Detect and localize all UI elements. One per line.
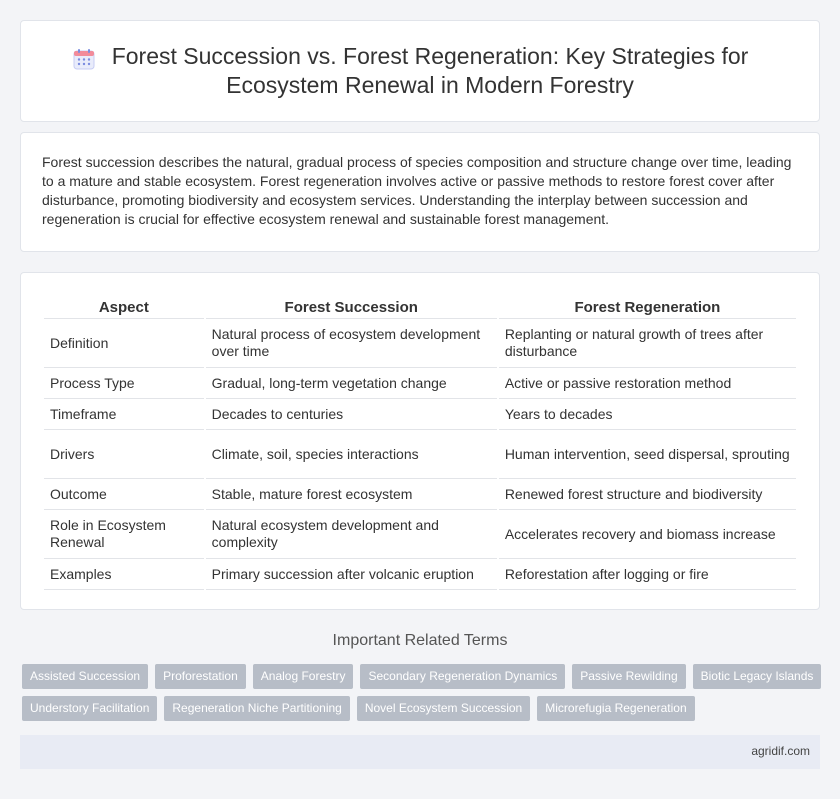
row-succession: Primary succession after volcanic eruption <box>206 559 497 590</box>
tag-row-1 <box>22 664 822 689</box>
row-succession: Gradual, long-term vegetation change <box>206 368 497 399</box>
table-row <box>44 510 796 559</box>
related-terms-tags <box>22 664 822 728</box>
table-row <box>44 368 796 399</box>
intro-paragraph: Forest succession describes the natural, gradual process of species composition and structure change over time, leading to a mature and stable ecosystem. Forest regeneration involves active or passive methods to restore forest cover after disturbance, promoting biodiversity and ecosystem services. Understanding the interplay between succession and regeneration is crucial for effective ecosystem renewal and sustainable forest management. <box>42 154 792 227</box>
row-aspect: Outcome <box>44 479 204 510</box>
row-regeneration: Years to decades <box>499 399 796 430</box>
row-regeneration: Accelerates recovery and biomass increase <box>499 510 796 559</box>
row-succession: Climate, soil, species interactions <box>206 430 497 479</box>
related-terms-heading: Important Related Terms <box>332 632 508 649</box>
table-row <box>44 479 796 510</box>
row-regeneration: Renewed forest structure and biodiversity <box>499 479 796 510</box>
row-aspect: Timeframe <box>44 399 204 430</box>
footer-site-link[interactable]: agridif.com <box>751 744 810 758</box>
row-aspect: Role in Ecosystem Renewal <box>44 510 204 559</box>
table-row <box>44 399 796 430</box>
row-succession: Decades to centuries <box>206 399 497 430</box>
row-succession: Natural ecosystem development and complexity <box>206 510 497 559</box>
header-aspect: Aspect <box>44 293 204 319</box>
footer <box>20 735 820 769</box>
table-row <box>44 319 796 368</box>
title-card <box>20 20 820 122</box>
row-regeneration: Human intervention, seed dispersal, sprouting <box>499 430 796 479</box>
tag-assisted-succession[interactable]: Assisted Succession <box>22 664 148 689</box>
header-forest-regeneration: Forest Regeneration <box>499 293 796 319</box>
row-regeneration: Replanting or natural growth of trees after disturbance <box>499 319 796 368</box>
tag-understory-facilitation[interactable]: Understory Facilitation <box>22 696 157 721</box>
comparison-table <box>42 293 798 590</box>
row-regeneration: Reforestation after logging or fire <box>499 559 796 590</box>
tag-regeneration-niche-partitioning[interactable]: Regeneration Niche Partitioning <box>164 696 349 721</box>
header-forest-succession: Forest Succession <box>206 293 497 319</box>
tag-proforestation[interactable]: Proforestation <box>155 664 246 689</box>
table-row <box>44 559 796 590</box>
row-regeneration: Active or passive restoration method <box>499 368 796 399</box>
row-aspect: Drivers <box>44 430 204 479</box>
tag-passive-rewilding[interactable]: Passive Rewilding <box>572 664 685 689</box>
tag-analog-forestry[interactable]: Analog Forestry <box>253 664 354 689</box>
row-aspect: Examples <box>44 559 204 590</box>
tag-novel-ecosystem-succession[interactable]: Novel Ecosystem Succession <box>357 696 530 721</box>
page-title: Forest Succession vs. Forest Regeneration: Key Strategies for Ecosystem Renewal in Modern Forestry <box>111 43 749 98</box>
table-row <box>44 430 796 479</box>
tag-microrefugia-regeneration[interactable]: Microrefugia Regeneration <box>537 696 694 721</box>
tag-row-2 <box>22 696 822 721</box>
row-aspect: Definition <box>44 319 204 368</box>
row-succession: Stable, mature forest ecosystem <box>206 479 497 510</box>
table-header-row <box>44 293 796 319</box>
intro-card <box>20 132 820 252</box>
tag-secondary-regeneration-dynamics[interactable]: Secondary Regeneration Dynamics <box>360 664 565 689</box>
row-succession: Natural process of ecosystem development over time <box>206 319 497 368</box>
row-aspect: Process Type <box>44 368 204 399</box>
comparison-card <box>20 272 820 610</box>
tag-biotic-legacy-islands[interactable]: Biotic Legacy Islands <box>693 664 822 689</box>
